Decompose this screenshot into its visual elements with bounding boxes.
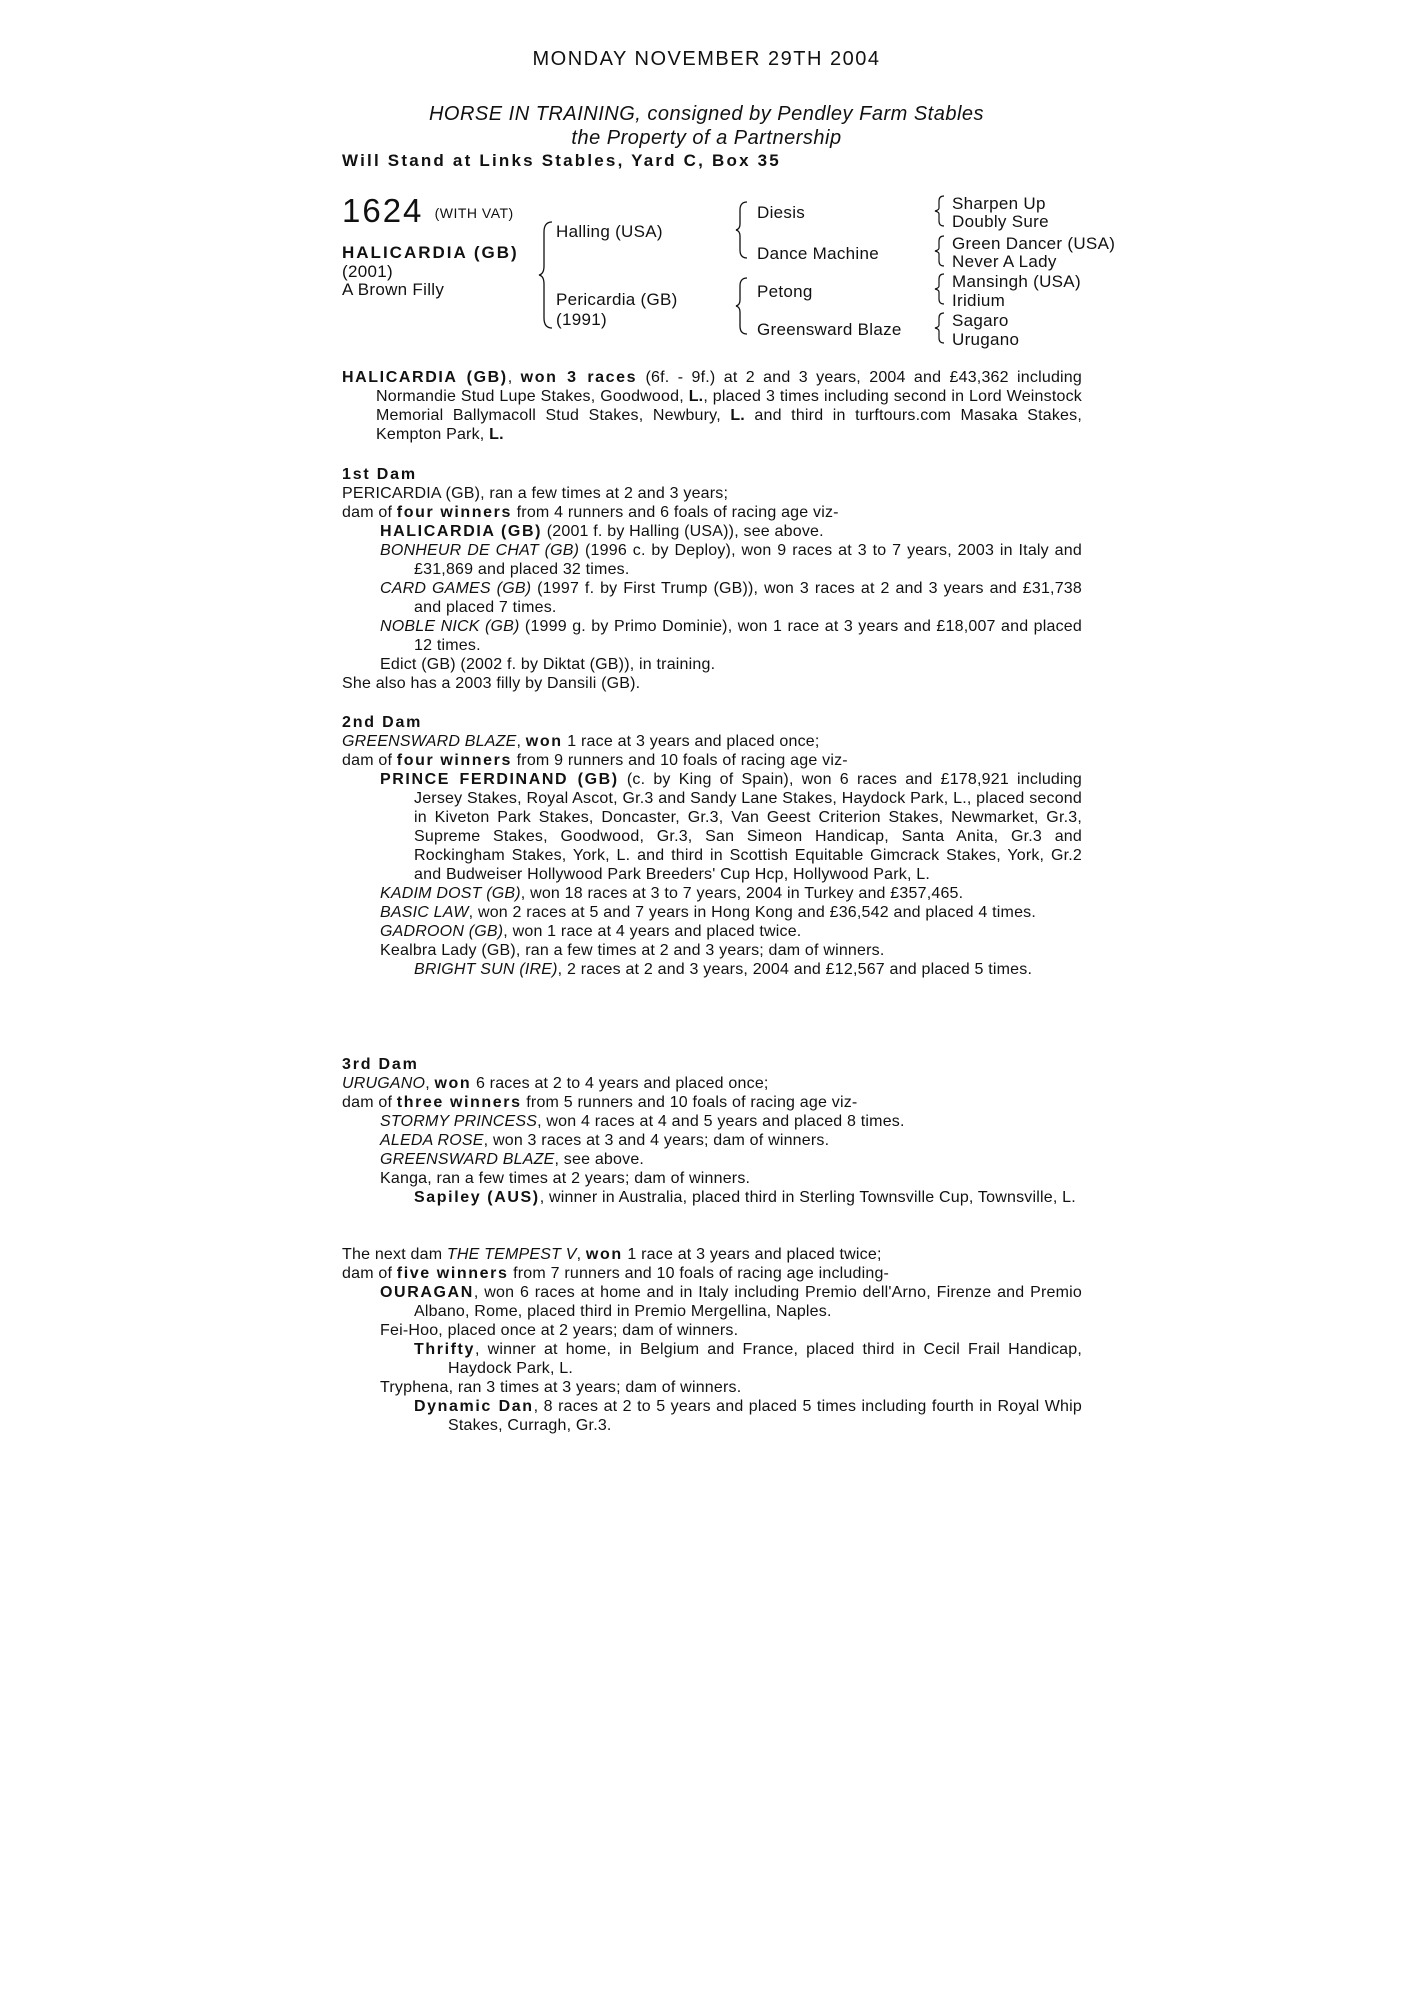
sale-date: MONDAY NOVEMBER 29TH 2004	[532, 48, 881, 70]
pedigree-brace-g1	[934, 194, 946, 228]
next-dam-line: The next dam THE TEMPEST V, won 1 race at 3 years and placed twice;	[342, 1246, 882, 1263]
second-dam-progeny-2	[342, 884, 1082, 903]
second-dam-line: GREENSWARD BLAZE, won 1 race at 3 years and placed once;	[342, 733, 820, 750]
winners-count: three winners	[396, 1094, 522, 1111]
winners-count: four winners	[396, 752, 512, 769]
pedigree-g8: Urugano	[952, 330, 1020, 349]
lot-description: A Brown Filly	[342, 280, 445, 299]
third-dam-progeny-2	[342, 1131, 1082, 1150]
from-text: from 5 runners and 10 foals of racing age viz-	[526, 1094, 858, 1111]
pedigree-dam-year: (1991)	[556, 310, 607, 329]
third-dam-line: URUGANO, won 6 races at 2 to 4 years and placed once;	[342, 1075, 769, 1092]
progeny-text: , won 1 race at 4 years and placed twice.	[503, 923, 802, 940]
dam-of-label: dam of	[342, 504, 393, 521]
pedigree-g4: Never A Lady	[952, 252, 1057, 271]
pedigree-sire: Halling (USA)	[556, 222, 663, 241]
second-dam-progeny-5: Kealbra Lady (GB), ran a few times at 2 and 3 years; dam of winners.	[380, 942, 885, 959]
lot-number-value: 1624	[342, 192, 424, 229]
first-dam-winners: four winners	[396, 504, 512, 521]
progeny-text: , won 6 races at home and in Italy including Premio dell'Arno, Firenze and Premio Albano, Rome, placed third in Premio Mergellina, Naples.	[414, 1284, 1082, 1320]
third-dam-progeny-4: Kanga, ran a few times at 2 years; dam of winners.	[380, 1170, 751, 1187]
second-dam-progeny-4	[342, 922, 1082, 941]
next-dam-progeny-3	[342, 1340, 1082, 1378]
first-dam-line: PERICARDIA (GB), ran a few times at 2 and 3 years;	[342, 485, 729, 502]
pedigree-dam: Pericardia (GB)	[556, 290, 678, 309]
pedigree-brace-g3	[934, 272, 946, 306]
progeny-text: , winner at home, in Belgium and France, placed third in Cecil Frail Handicap, Haydock Park, L.	[448, 1341, 1082, 1377]
summary-listed-2: L.	[730, 407, 745, 424]
pedigree-g3: Green Dancer (USA)	[952, 234, 1116, 253]
dam-of-label: dam of	[342, 1265, 393, 1282]
third-dam-progeny-1	[342, 1112, 1082, 1131]
dam-line-rest: 1 race at 3 years and placed once;	[567, 733, 820, 750]
second-dam-section	[342, 713, 1082, 979]
progeny-text: , won 3 races at 3 and 4 years; dam of winners.	[483, 1132, 830, 1149]
next-dam-intro: The next dam	[342, 1246, 443, 1263]
progeny-text: (1996 c. by Deploy), won 9 races at 3 to 7 years, 2003 in Italy and £31,869 and placed 32 times.	[414, 542, 1082, 578]
lot-year: (2001)	[342, 262, 393, 281]
progeny-name: NOBLE NICK (GB)	[380, 618, 520, 635]
first-dam-progeny-1	[342, 522, 1082, 541]
first-dam-also: She also has a 2003 filly by Dansili (GB).	[342, 675, 641, 692]
pedigree-sire-sire: Diesis	[757, 203, 806, 222]
next-dam-progeny-4: Tryphena, ran 3 times at 3 years; dam of winners.	[380, 1379, 742, 1396]
progeny-text: , won 4 races at 4 and 5 years and placed 8 times.	[537, 1113, 905, 1130]
won-label: won	[434, 1075, 472, 1092]
pedigree-g6: Iridium	[952, 291, 1006, 310]
progeny-name: BASIC LAW	[380, 904, 469, 921]
second-dam-progeny-6	[342, 960, 1082, 979]
summary-text-3: and third in turftours.com Masaka Stakes, Kempton Park,	[376, 407, 1082, 443]
progeny-text: , winner in Australia, placed third in Sterling Townsville Cup, Townsville, L.	[539, 1189, 1076, 1206]
progeny-text: (1999 g. by Primo Dominie), won 1 race at 3 years and £18,007 and placed 12 times.	[414, 618, 1082, 654]
winners-count: five winners	[396, 1265, 509, 1282]
first-dam-progeny-2	[342, 541, 1082, 579]
progeny-name: GADROON (GB)	[380, 923, 504, 940]
progeny-name: BRIGHT SUN (IRE)	[414, 961, 558, 978]
dam-name: URUGANO	[342, 1075, 426, 1092]
summary-listed-1: L.	[688, 388, 704, 405]
next-dam-progeny-2: Fei-Hoo, placed once at 2 years; dam of winners.	[380, 1322, 739, 1339]
won-label: won	[585, 1246, 623, 1263]
second-dam-heading: 2nd Dam	[342, 714, 423, 731]
pedigree-g5: Mansingh (USA)	[952, 272, 1081, 291]
progeny-name: BONHEUR DE CHAT (GB)	[380, 542, 580, 559]
pedigree-brace-dam	[735, 276, 749, 336]
progeny-name: GREENSWARD BLAZE	[380, 1151, 555, 1168]
pedigree-brace-g4	[934, 311, 946, 345]
dam-line-rest: 6 races at 2 to 4 years and placed once;	[475, 1075, 769, 1092]
pedigree-brace-main	[538, 220, 554, 330]
pedigree-brace-g2	[934, 234, 946, 268]
third-dam-progeny-5	[342, 1188, 1082, 1207]
progeny-name: STORMY PRINCESS	[380, 1113, 538, 1130]
summary-won: won 3 races	[520, 369, 638, 386]
progeny-name: PRINCE FERDINAND (GB)	[380, 771, 619, 788]
progeny-text: , 2 races at 2 and 3 years, 2004 and £12,567 and placed 5 times.	[557, 961, 1033, 978]
progeny-text: (1997 f. by First Trump (GB)), won 3 races at 2 and 3 years and £31,738 and placed 7 times.	[414, 580, 1082, 616]
third-dam-progeny-3	[342, 1150, 1082, 1169]
dam-of-label: dam of	[342, 752, 393, 769]
first-dam-progeny-4	[342, 617, 1082, 655]
progeny-text: , see above.	[554, 1151, 645, 1168]
first-dam-section	[342, 465, 1082, 693]
next-dam-progeny-5	[342, 1397, 1082, 1435]
progeny-text: (2001 f. by Halling (USA)), see above.	[546, 523, 824, 540]
dam-name: GREENSWARD BLAZE	[342, 733, 517, 750]
first-dam-from: from 4 runners and 6 foals of racing age viz-	[516, 504, 839, 521]
progeny-name: Thrifty	[414, 1341, 475, 1358]
second-dam-produce-line	[342, 751, 1082, 770]
won-label: won	[525, 733, 563, 750]
progeny-name: Sapiley (AUS)	[414, 1189, 540, 1206]
pedigree-brace-sire	[735, 200, 749, 260]
summary-section	[342, 368, 1082, 444]
from-text: from 9 runners and 10 foals of racing age viz-	[516, 752, 848, 769]
progeny-text: , won 2 races at 5 and 7 years in Hong Kong and £36,542 and placed 4 times.	[468, 904, 1037, 921]
second-dam-progeny-1	[342, 770, 1082, 884]
progeny-name: HALICARDIA (GB)	[380, 523, 543, 540]
dam-name: THE TEMPEST V	[446, 1246, 577, 1263]
progeny-name: CARD GAMES (GB)	[380, 580, 532, 597]
next-dam-produce-line	[342, 1264, 1082, 1283]
progeny-text: (c. by King of Spain), won 6 races and £178,921 including Jersey Stakes, Royal Ascot, Gr.3 and Sandy Lane Stakes, Haydock Park, L., placed second in Kiveton Park Stakes, Doncaster, Gr.3, Van Geest Criterion Stakes, Newmarket, Gr.3, Supreme Stakes, Goodwood, Gr.3, San Simeon Handicap, Santa Anita, Gr.3 and Rockingham Stakes, York, L. and third in Scottish Equitable Gimcrack Stakes, York, Gr.2 and Budweiser Hollywood Park Breeders' Cup Hcp, Hollywood Park, L.	[414, 771, 1082, 883]
progeny-name: Dynamic Dan	[414, 1398, 534, 1415]
consignment-line-1: HORSE IN TRAINING, consigned by Pendley Farm Stables	[428, 103, 985, 125]
summary-name: HALICARDIA (GB)	[342, 369, 508, 386]
consignment-line-2: the Property of a Partnership	[571, 127, 842, 149]
vat-label: (WITH VAT)	[434, 205, 514, 221]
pedigree-dam-sire: Petong	[757, 282, 813, 301]
dam-line-rest: 1 race at 3 years and placed twice;	[627, 1246, 882, 1263]
third-dam-produce-line	[342, 1093, 1082, 1112]
dam-of-label: dam of	[342, 1094, 393, 1111]
pedigree-g1: Sharpen Up	[952, 194, 1046, 213]
first-dam-heading: 1st Dam	[342, 466, 417, 483]
summary-listed-3: L.	[489, 426, 504, 443]
summary-text: (6f. - 9f.) at 2 and 3 years, 2004 and £43,362 including Normandie Stud Lupe Stakes, Goodwood,	[376, 369, 1082, 405]
third-dam-section	[342, 1055, 1082, 1207]
from-text: from 7 runners and 10 foals of racing age including-	[513, 1265, 890, 1282]
progeny-name: OURAGAN	[380, 1284, 474, 1301]
progeny-text: , 8 races at 2 to 5 years and placed 5 times including fourth in Royal Whip Stakes, Curragh, Gr.3.	[448, 1398, 1082, 1434]
lot-name: HALICARDIA (GB)	[342, 243, 519, 262]
progeny-name: KADIM DOST (GB)	[380, 885, 521, 902]
first-dam-produce-line	[342, 503, 1082, 522]
stand-location: Will Stand at Links Stables, Yard C, Box 35	[342, 151, 781, 170]
progeny-name: ALEDA ROSE	[380, 1132, 484, 1149]
lot-number	[342, 192, 514, 230]
next-dam-section	[342, 1245, 1082, 1435]
second-dam-progeny-3	[342, 903, 1082, 922]
first-dam-progeny-3	[342, 579, 1082, 617]
progeny-text: , won 18 races at 3 to 7 years, 2004 in Turkey and £357,465.	[520, 885, 964, 902]
summary-text-2: , placed 3 times including second in Lord Weinstock Memorial Ballymacoll Stud Stakes, Newbury,	[376, 388, 1082, 424]
summary-paragraph: HALICARDIA (GB), won 3 races (6f. - 9f.) at 2 and 3 years, 2004 and £43,362 including Normandie Stud Lupe Stakes, Goodwood, L., placed 3 times including second in Lord Weinstock Memorial Ballymacoll Stud Stakes, Newbury, L. and third in turftours.com Masaka Stakes, Kempton Park, L.	[342, 369, 1082, 443]
next-dam-progeny-1	[342, 1283, 1082, 1321]
pedigree-sire-dam: Dance Machine	[757, 244, 880, 263]
pedigree-g7: Sagaro	[952, 311, 1009, 330]
pedigree-dam-dam: Greensward Blaze	[757, 320, 902, 339]
pedigree-g2: Doubly Sure	[952, 212, 1049, 231]
first-dam-progeny-5: Edict (GB) (2002 f. by Diktat (GB)), in training.	[380, 656, 716, 673]
third-dam-heading: 3rd Dam	[342, 1056, 419, 1073]
